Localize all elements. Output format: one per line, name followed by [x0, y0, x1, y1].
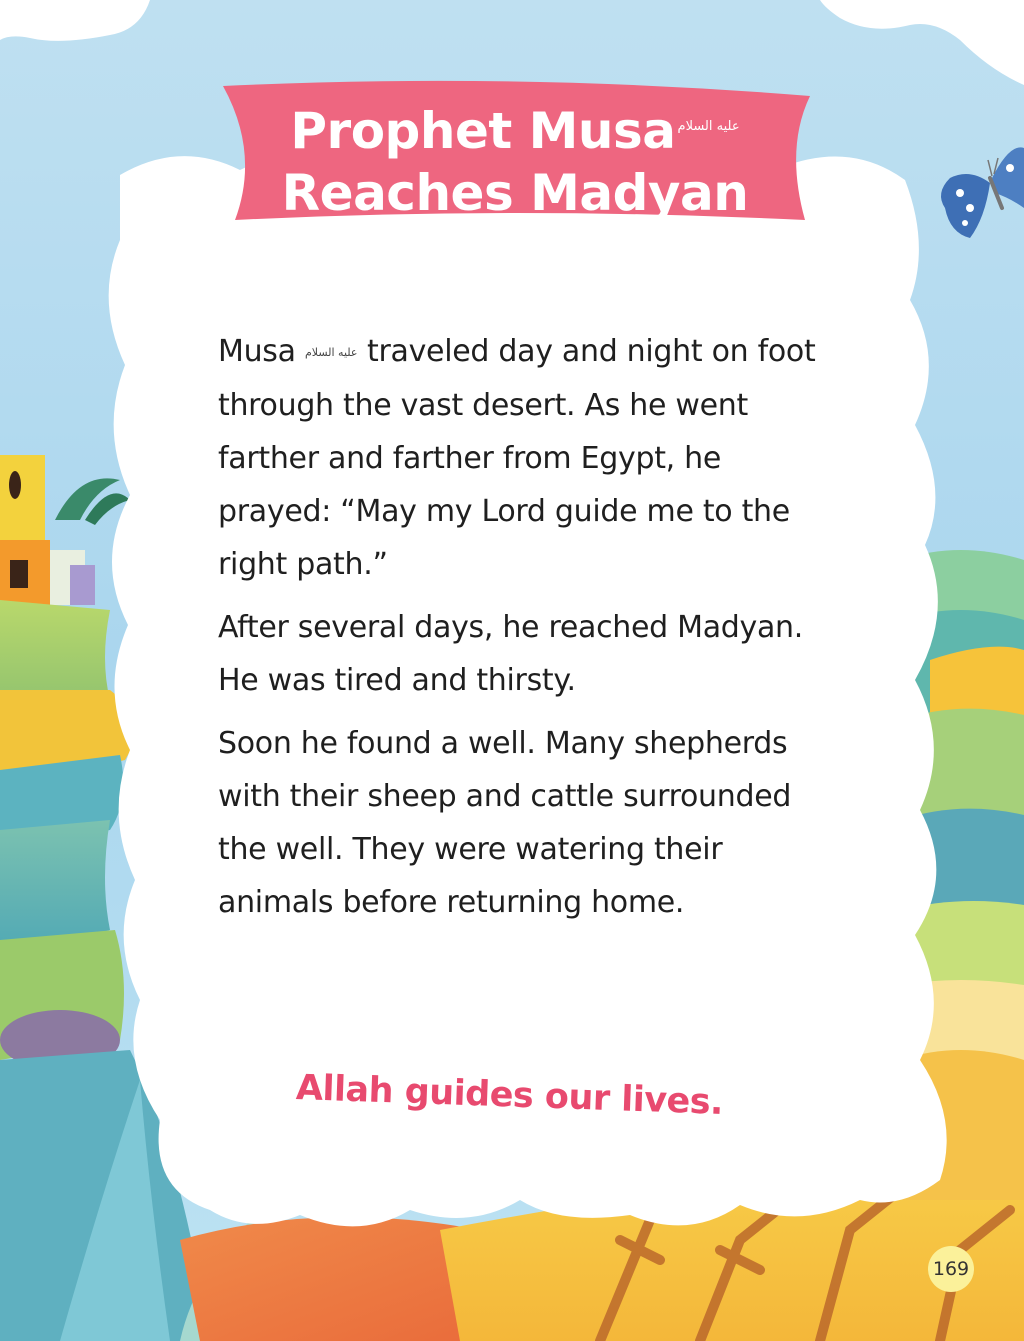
story-paragraph-1: Musa عليه السلام traveled day and night on foot through the vast desert. As he went farther and farther from Egypt, he prayed: “May my Lord guide me to the right path.” [218, 334, 816, 582]
butterfly-icon [930, 138, 1024, 248]
title-line-1: Prophet Musa [290, 102, 676, 160]
honorific-mark: عليه السلام [304, 346, 358, 359]
page-number: 169 [928, 1246, 974, 1292]
title-banner [215, 78, 815, 238]
story-paragraph-2: After several days, he reached Madyan. He was tired and thirsty. [218, 610, 804, 698]
story-paragraph-3: Soon he found a well. Many shepherds with their sheep and cattle surrounded the well. They were watering their animals before returning home. [218, 726, 792, 920]
honorific-mark: عليه السلام [677, 119, 740, 135]
story-text [218, 325, 818, 939]
page-title [215, 100, 815, 224]
moral-text: Allah guides our lives. [295, 1068, 724, 1123]
title-line-2: Reaches Madyan [281, 164, 749, 222]
